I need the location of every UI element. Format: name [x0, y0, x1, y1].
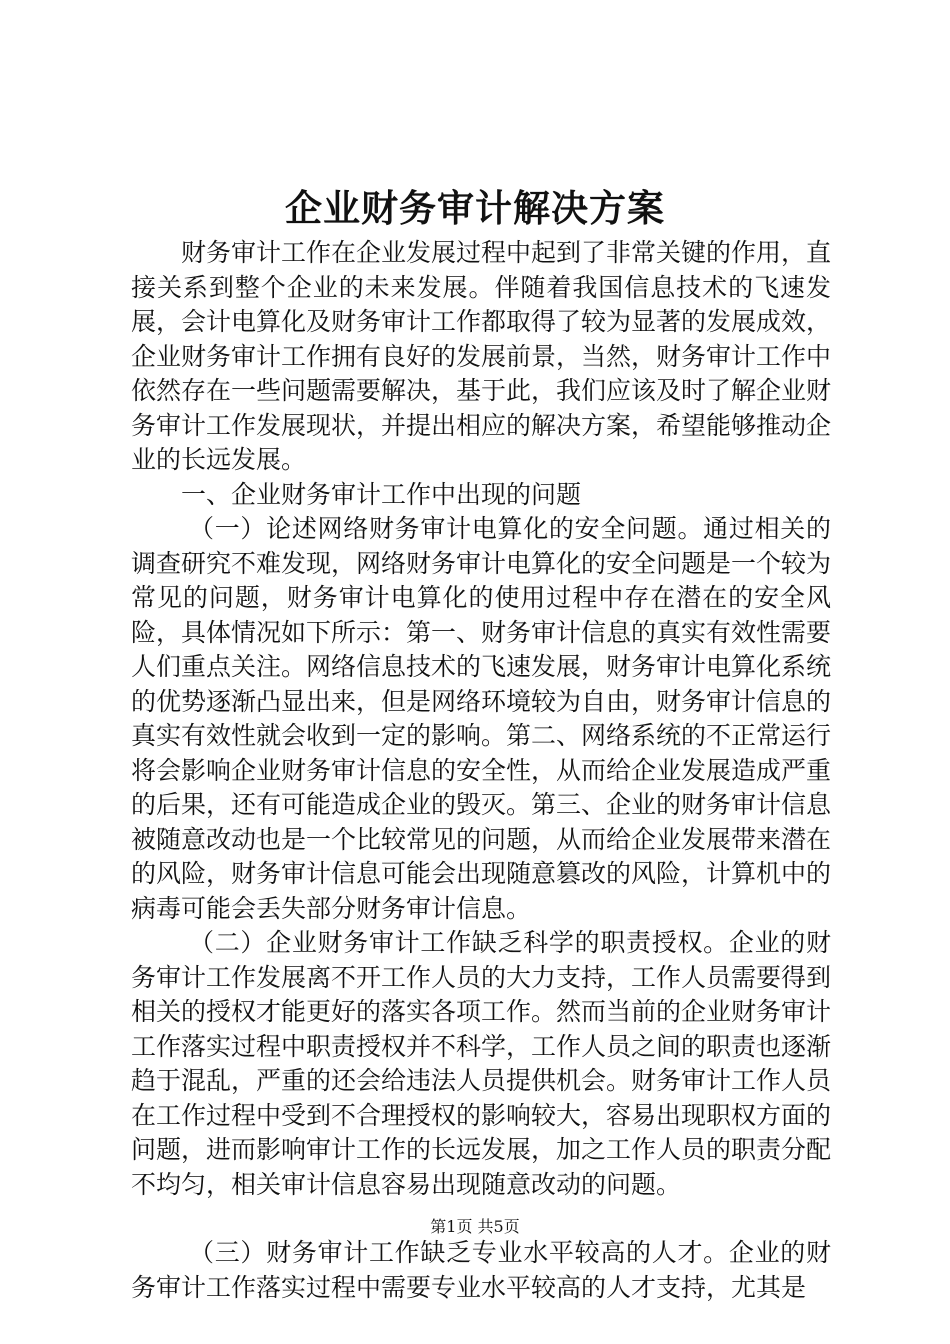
paragraph-item-1: （一）论述网络财务审计电算化的安全问题。通过相关的调查研究不难发现，网络财务审计电算化的安全问题是一个较为常见的问题，财务审计电算化的使用过程中存在潜在的安全风险，具体情况如下所示：第一、财务审计信息的真实有效性需要人们重点关注。网络信息技术的飞速发展，财务审计电算化系统的优势逐渐凸显出来，但是网络环境较为自由，财务审计信息的真实有效性就会收到一定的影响。第二、网络系统的不正常运行将会影响企业财务审计信息的安全性，从而给企业发展造成严重的后果，还有可能造成企业的毁灭。第三、企业的财务审计信息被随意改动也是一个比较常见的问题，从而给企业发展带来潜在的风险，财务审计信息可能会出现随意篡改的风险，计算机中的病毒可能会丢失部分财务审计信息。: [131, 514, 832, 923]
paragraph-item-2: （二）企业财务审计工作缺乏科学的职责授权。企业的财务审计工作发展离不开工作人员的大力支持，工作人员需要得到相关的授权才能更好的落实各项工作。然而当前的企业财务审计工作落实过程中职责授权并不科学，工作人员之间的职责也逐渐趋于混乱，严重的还会给违法人员提供机会。财务审计工作人员在工作过程中受到不合理授权的影响较大，容易出现职权方面的问题，进而影响审计工作的长远发展，加之工作人员的职责分配不均匀，相关审计信息容易出现随意改动的问题。: [131, 928, 832, 1199]
page-footer: 第1页 共5页: [430, 1217, 520, 1236]
document-body: [131, 236, 831, 1305]
section-heading: 一、企业财务审计工作中出现的问题: [181, 479, 582, 509]
page-title: 企业财务审计解决方案: [285, 186, 665, 230]
paragraph-item-3: （三）财务审计工作缺乏专业水平较高的人才。企业的财务审计工作落实过程中需要专业水平较高的人才支持，尤其是: [131, 1238, 831, 1302]
intro-paragraph: 财务审计工作在企业发展过程中起到了非常关键的作用，直接关系到整个企业的未来发展。伴随着我国信息技术的飞速发展，会计电算化及财务审计工作都取得了较为显著的发展成效，企业财务审计工作拥有良好的发展前景，当然，财务审计工作中依然存在一些问题需要解决，基于此，我们应该及时了解企业财务审计工作发展现状，并提出相应的解决方案，希望能够推动企业的长远发展。: [131, 238, 832, 474]
